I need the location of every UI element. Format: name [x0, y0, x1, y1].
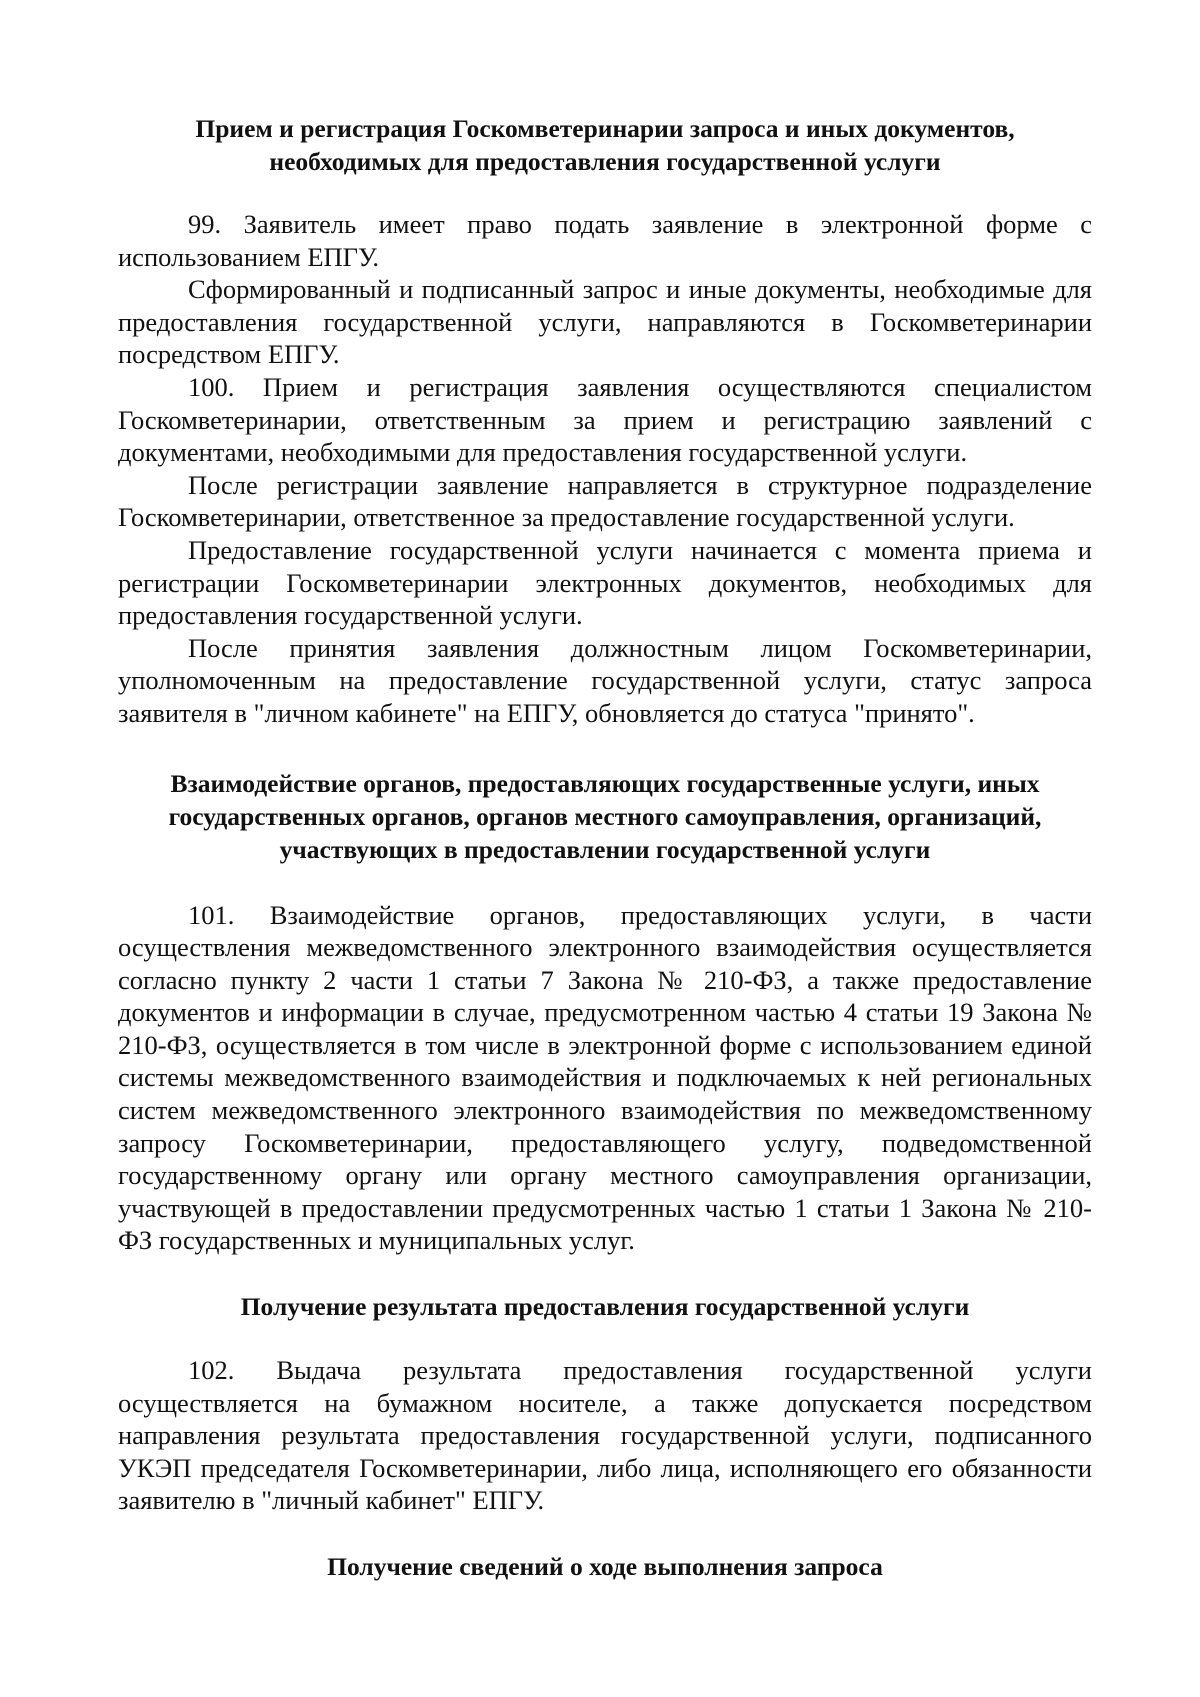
- paragraph: 102. Выдача результата предоставления государственной услуги осуществляется на бумажном носителе, а также допускается посредством направления результата предоставления государственной услуги, подписанного УКЭП председателя Госкомветеринарии, либо лица, исполняющего его обязанности заявителю в "личный кабинет" ЕПГУ.: [118, 1355, 1092, 1516]
- section-body: [118, 208, 1092, 730]
- section-body: [118, 1354, 1092, 1517]
- paragraph: 99. Заявитель имеет право подать заявление в электронной форме с использованием ЕПГУ.: [118, 209, 1092, 272]
- section-request-progress: [118, 1550, 1092, 1583]
- paragraph: Предоставление государственной услуги начинается с момента приема и регистрации Госкомветеринарии электронных документов, необходимых для предоставления государственной услуги.: [118, 534, 1092, 631]
- paragraph: После принятия заявления должностным лицом Госкомветеринарии, уполномоченным на предоставление государственной услуги, статус запроса заявителя в "личном кабинете" на ЕПГУ, обновляется до статуса "принято".: [118, 632, 1092, 728]
- paragraph: После регистрации заявление направляется в структурное подразделение Госкомветеринарии, ответственное за предоставление государственной услуги.: [118, 469, 1092, 533]
- section-heading: Взаимодействие органов, предоставляющих государственные услуги, иных государственных органов, органов местного самоуправления, организаций, участвующих в предоставлении государственной услуги: [168, 768, 1042, 864]
- section-interagency-interaction: [118, 767, 1092, 1258]
- section-obtaining-result: [118, 1290, 1092, 1517]
- paragraph: 100. Прием и регистрация заявления осуществляются специалистом Госкомветеринарии, ответственным за прием и регистрацию заявлений с документами, необходимыми для предоставления государственной услуги.: [118, 371, 1092, 468]
- paragraph: Сформированный и подписанный запрос и иные документы, необходимые для предоставления государственной услуги, направляются в Госкомветеринарии посредством ЕПГУ.: [118, 274, 1092, 370]
- section-heading: Получение результата предоставления государственной услуги: [240, 1292, 970, 1322]
- section-heading: Прием и регистрация Госкомветеринарии запроса и иных документов, необходимых для предоставления государственной услуги: [195, 114, 1015, 176]
- section-body: [118, 899, 1092, 1258]
- paragraph: 101. Взаимодействие органов, предоставляющих услуги, в части осуществления межведомственного электронного взаимодействия осуществляется согласно пункту 2 части 1 статьи 7 Закона № 210-ФЗ, а также предоставление документов и информации в случае, предусмотренном частью 4 статьи 19 Закона № 210-ФЗ, осуществляется в том числе в электронной форме с использованием единой системы межведомственного взаимодействия и подключаемых к ней региональных систем межведомственного электронного взаимодействия по межведомственному запросу Госкомветеринарии, предоставляющего услугу, подведомственной государственному органу или органу местного самоуправления организации, участвующей в предоставлении предусмотренных частью 1 статьи 1 Закона № 210-ФЗ государственных и муниципальных услуг.: [118, 899, 1092, 1256]
- section-reception-registration: [118, 112, 1092, 730]
- section-heading: Получение сведений о ходе выполнения запроса: [327, 1552, 883, 1581]
